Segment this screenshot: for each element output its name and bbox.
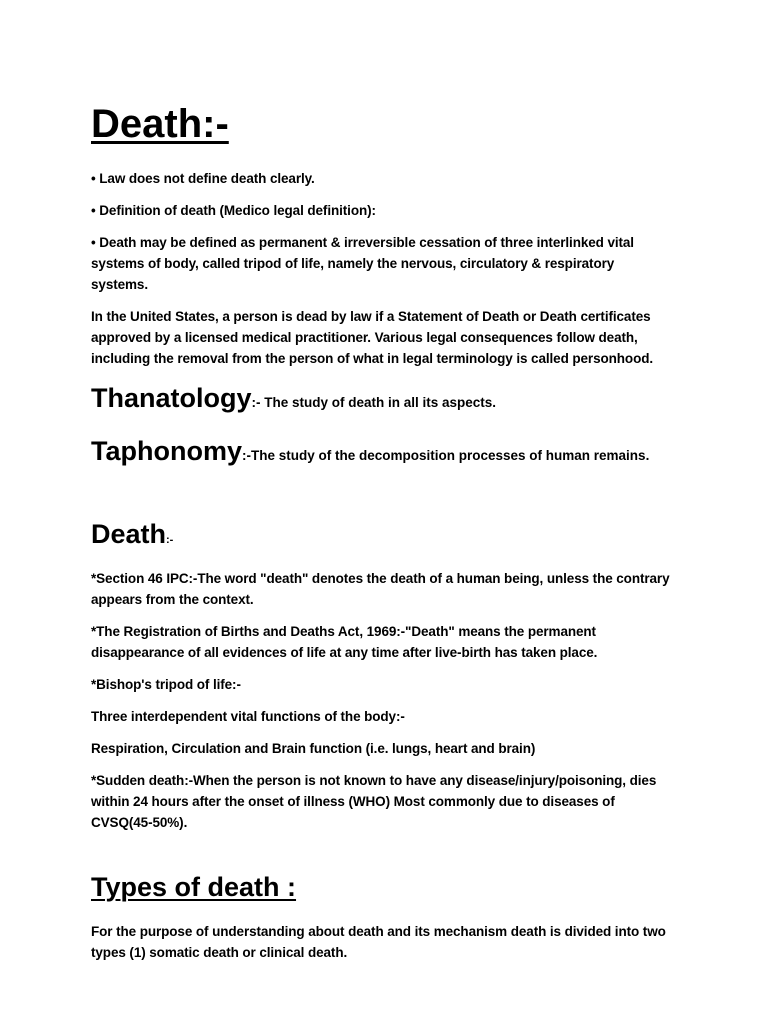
section-46-ipc: *Section 46 IPC:-The word "death" denotes the death of a human being, unless the contrary appears from the context. — [91, 571, 670, 607]
death-heading-suffix: :- — [166, 534, 174, 546]
death-section-heading — [91, 516, 672, 558]
taphonomy-definition: :-The study of the decomposition processes of human remains. — [242, 448, 650, 463]
bullet-law: • Law does not define death clearly. — [91, 171, 315, 186]
thanatology-line — [91, 380, 672, 421]
death-heading-text: Death — [91, 519, 167, 549]
sudden-death: *Sudden death:-When the person is not known to have any disease/injury/poisoning, dies within 24 hours after the onset of illness (WHO) Most commonly due to diseases of CVSQ(45-50%). — [91, 773, 657, 830]
thanatology-term: Thanatology — [91, 383, 252, 413]
vital-functions: Three interdependent vital functions of the body:- — [91, 709, 405, 724]
us-paragraph: In the United States, a person is dead by law if a Statement of Death or Death certificates approved by a licensed medical practitioner. Various legal consequences follow death, including the removal from the person of what in legal terminology is called personhood. — [91, 309, 654, 366]
bullet-cessation: • Death may be defined as permanent & irreversible cessation of three interlinked vital systems of body, called tripod of life, namely the nervous, circulatory & respiratory systems. — [91, 235, 634, 292]
page-title: Death:- — [91, 102, 229, 146]
types-of-death-heading: Types of death : — [91, 872, 297, 902]
taphonomy-line — [91, 433, 672, 474]
registration-act: *The Registration of Births and Deaths Act, 1969:-"Death" means the permanent disappearance of all evidences of life at any time after live-birth has taken place. — [91, 624, 598, 660]
thanatology-definition: :- The study of death in all its aspects. — [251, 395, 497, 410]
taphonomy-term: Taphonomy — [91, 436, 242, 466]
respiration-circulation: Respiration, Circulation and Brain function (i.e. lungs, heart and brain) — [91, 741, 536, 756]
bishops-tripod: *Bishop's tripod of life:- — [91, 677, 241, 692]
bullet-definition: • Definition of death (Medico legal definition): — [91, 203, 376, 218]
types-paragraph: For the purpose of understanding about death and its mechanism death is divided into two types (1) somatic death or clinical death. — [91, 924, 666, 960]
